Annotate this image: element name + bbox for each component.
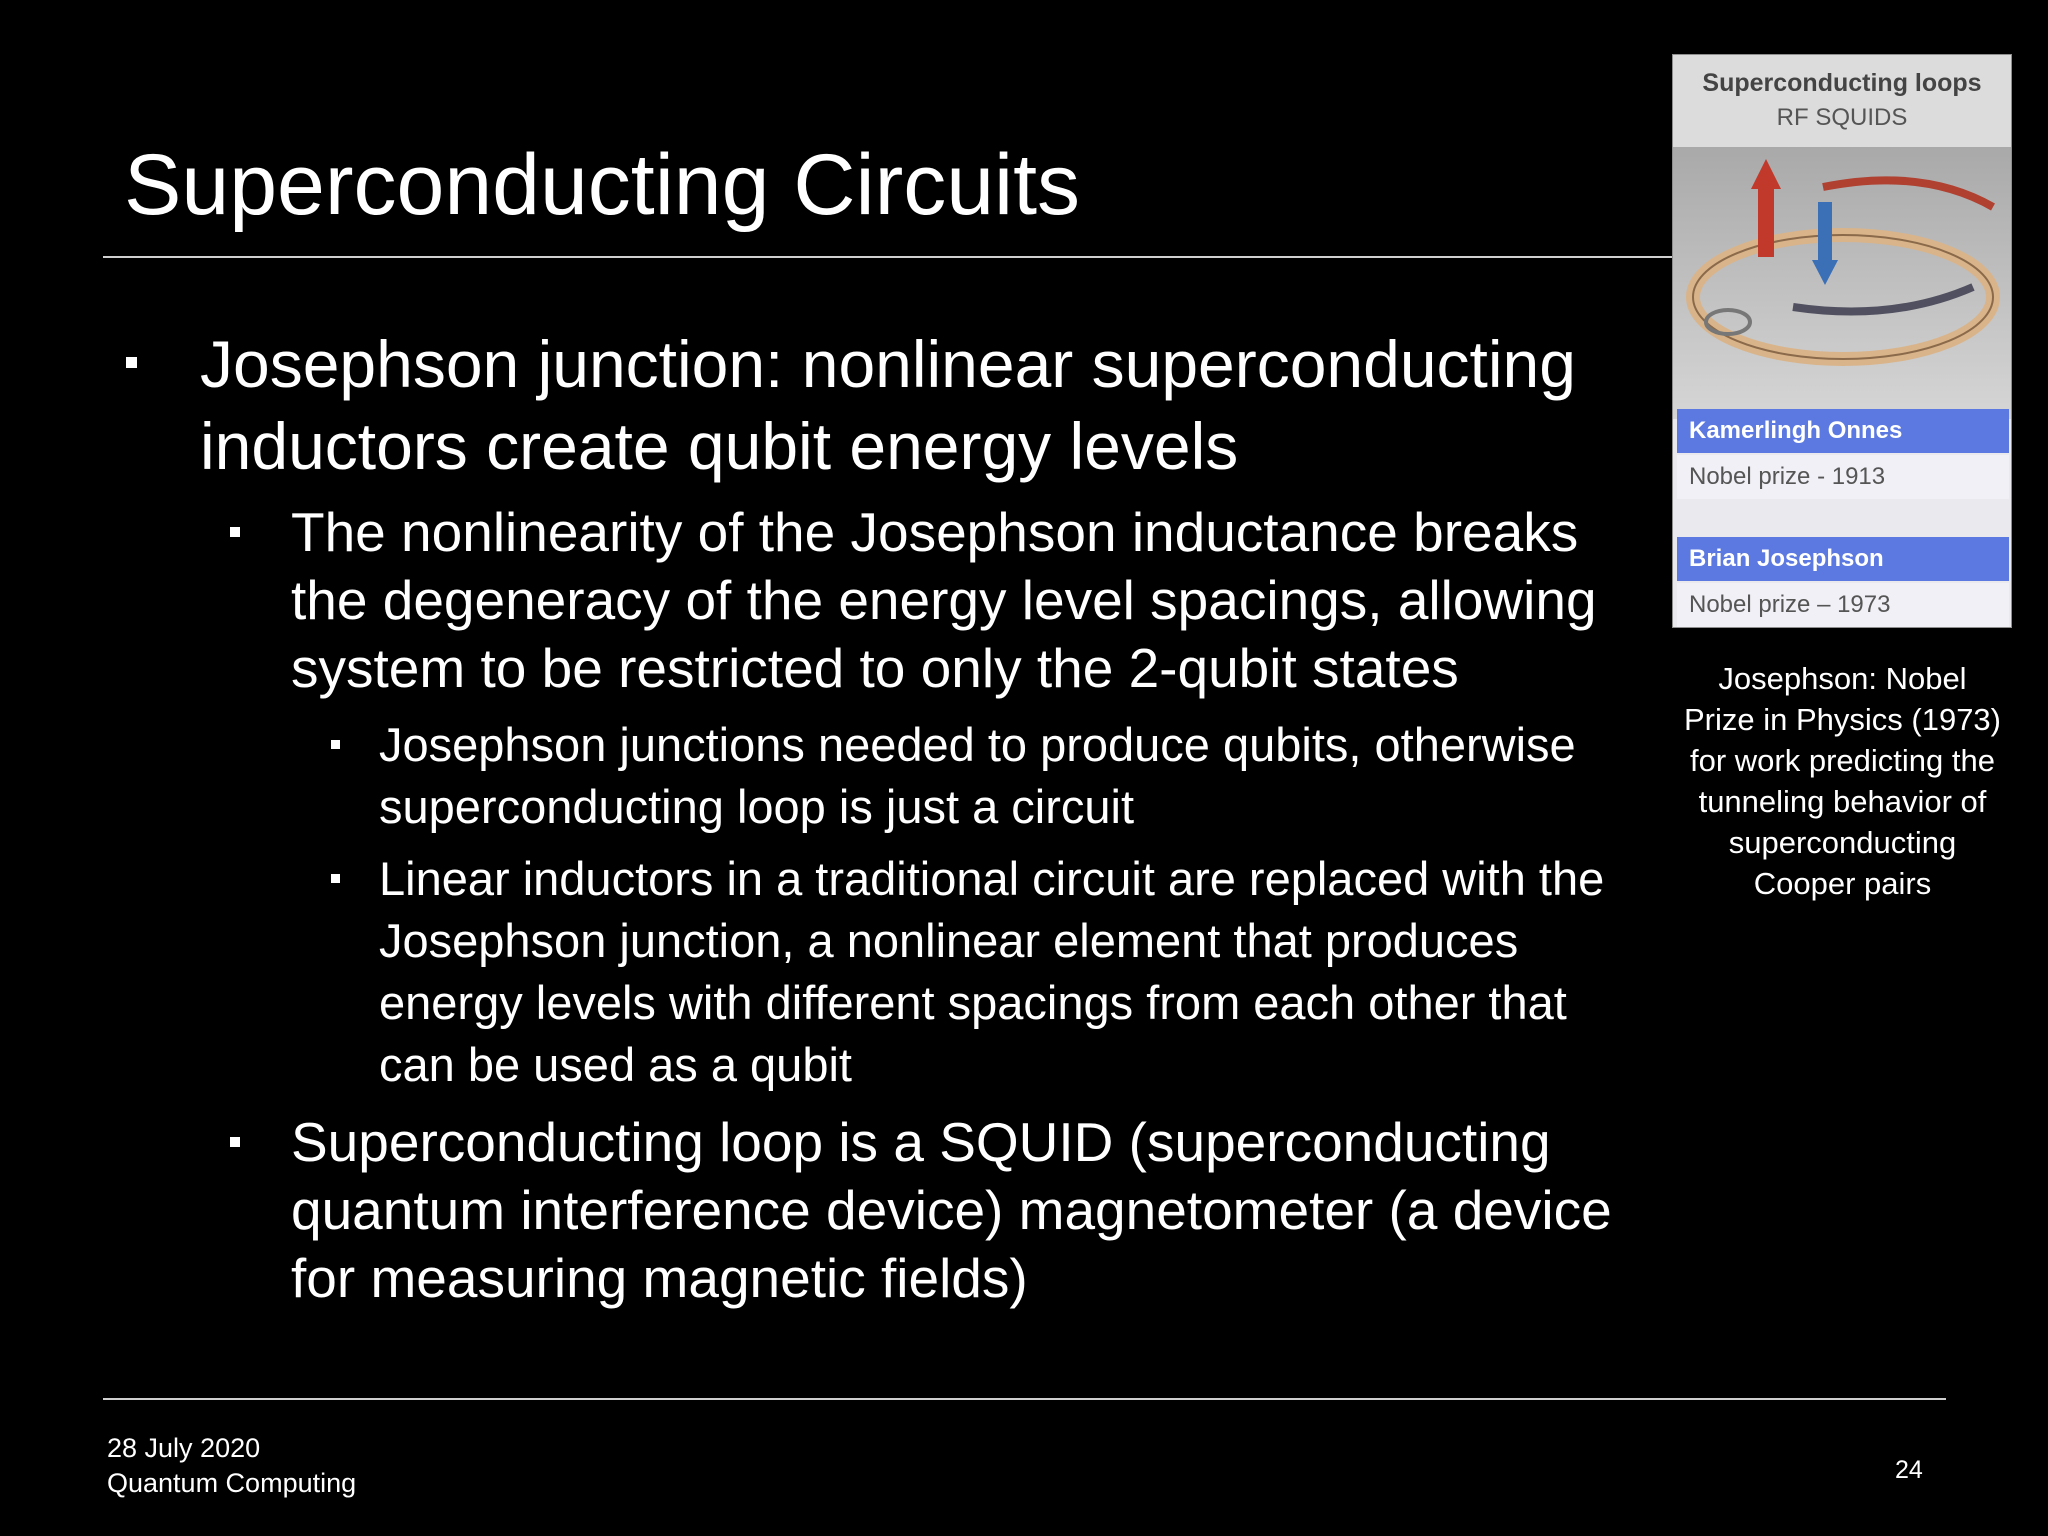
- footer-date: 28 July 2020: [107, 1433, 261, 1463]
- superconducting-loop-photo: [1673, 147, 2011, 419]
- row-prize: Nobel prize – 1973: [1677, 583, 2009, 627]
- bullet-squid: [230, 1108, 1650, 1312]
- row-name: Brian Josephson: [1677, 537, 2009, 581]
- bullet-text: The nonlinearity of the Josephson inductance breaks the degeneracy of the energy level spacings, allowing system to be restricted to only the 2-qubit states: [291, 501, 1597, 699]
- bullet-josephson-junction: [126, 323, 1646, 487]
- footer-divider: [103, 1398, 1946, 1400]
- bullet-text: Linear inductors in a traditional circuit are replaced with the Josephson junction, a nonlinear element that produces energy levels with different spacings from each other that can be used as a qubit: [379, 852, 1605, 1091]
- bullet-text: Josephson junction: nonlinear superconducting inductors create qubit energy levels: [200, 327, 1576, 483]
- squid-illustration: [1672, 54, 2012, 628]
- image-caption: Josephson: Nobel Prize in Physics (1973) for work predicting the tunneling behavior of superconducting Cooper pairs: [1683, 661, 2001, 901]
- bullet-nonlinearity: [230, 498, 1650, 702]
- page-number: 24: [1895, 1456, 1923, 1484]
- row-name: Kamerlingh Onnes: [1677, 409, 2009, 453]
- bullet-linear-inductors: [331, 848, 1651, 1096]
- spin-down-arrow-icon: [1818, 202, 1832, 262]
- bullet-junctions-needed: [331, 714, 1651, 838]
- slide-title: Superconducting Circuits: [124, 137, 1081, 233]
- illustration-subheading: RF SQUIDS: [1776, 104, 1908, 131]
- illustration-header: [1673, 55, 2011, 147]
- square-bullet-icon: [230, 1137, 240, 1147]
- footer-course: Quantum Computing: [107, 1468, 357, 1498]
- spin-up-arrow-icon: [1758, 187, 1774, 257]
- square-bullet-icon: [230, 527, 240, 537]
- bullet-text: Josephson junctions needed to produce qubits, otherwise superconducting loop is just a circuit: [379, 718, 1576, 833]
- bullet-text: Superconducting loop is a SQUID (superconducting quantum interference device) magnetometer (a device for measuring magnetic fields): [291, 1111, 1612, 1309]
- square-bullet-icon: [331, 740, 340, 749]
- title-divider: [103, 256, 1675, 258]
- illustration-heading: Superconducting loops: [1702, 69, 1982, 97]
- row-prize: Nobel prize - 1913: [1677, 455, 2009, 499]
- square-bullet-icon: [126, 357, 137, 368]
- loop-diagram: [1673, 147, 2012, 419]
- square-bullet-icon: [331, 874, 340, 883]
